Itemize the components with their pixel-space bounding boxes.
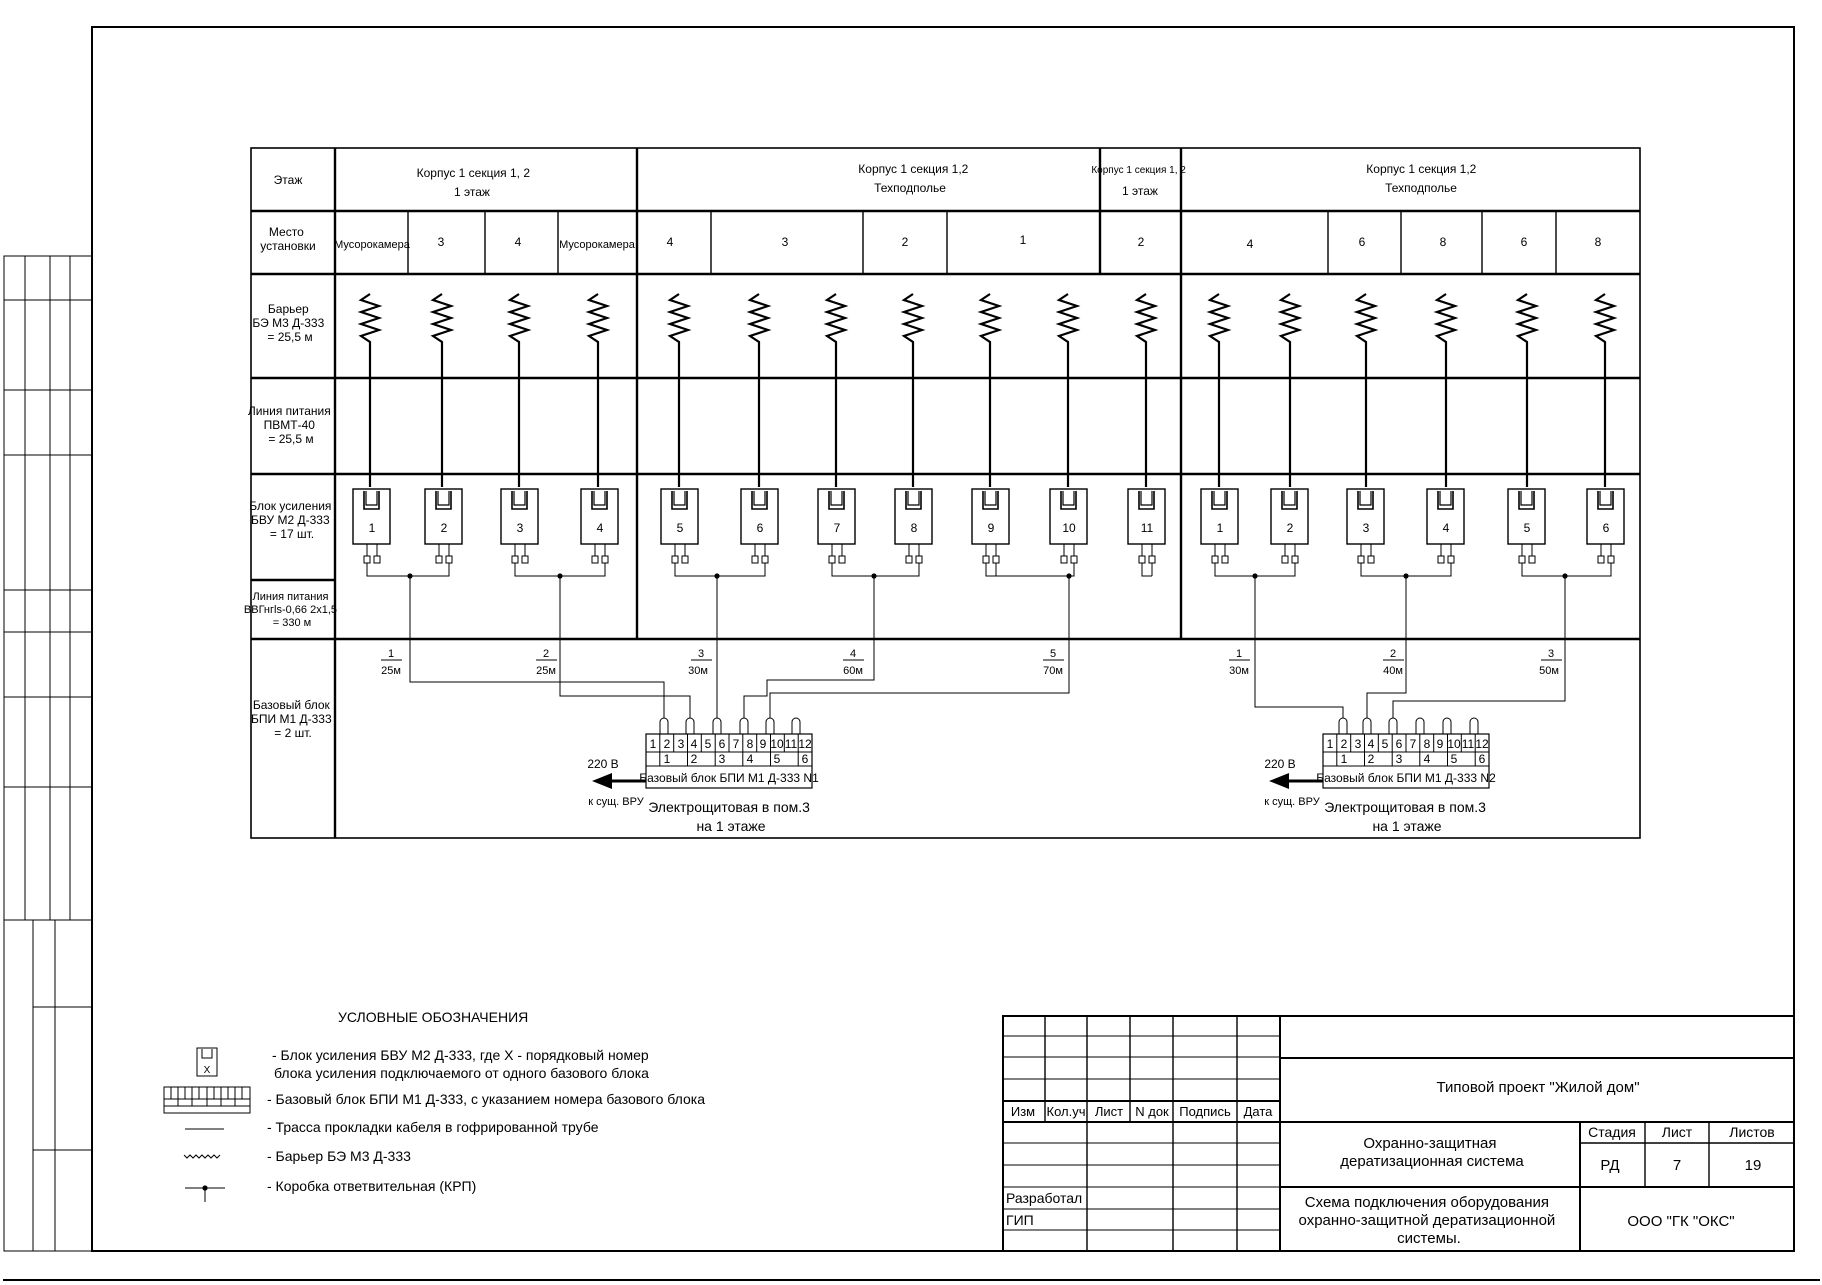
place-cell: 2 bbox=[901, 235, 909, 249]
amplifier-number: 11 bbox=[1140, 521, 1154, 535]
svg-text:1: 1 bbox=[387, 648, 395, 660]
project-title: Типовой проект "Жилой дом" bbox=[1436, 1079, 1640, 1096]
svg-text:12: 12 bbox=[798, 737, 812, 751]
role-developer: Разработал bbox=[1006, 1190, 1083, 1206]
svg-text:5: 5 bbox=[1049, 648, 1057, 660]
amplifier-block bbox=[1271, 489, 1308, 544]
sheets-value: 19 bbox=[1744, 1157, 1762, 1174]
legend-item: - Блок усиления БВУ М2 Д-333, где Х - порядковый номер блока усиления подключаемого от одного базового блока bbox=[272, 1047, 649, 1081]
place-cell: 2 bbox=[1137, 235, 1145, 249]
legend-item: - Трасса прокладки кабеля в гофрированной трубе bbox=[267, 1119, 599, 1135]
svg-text:25м: 25м bbox=[536, 665, 556, 677]
amplifier-number: 4 bbox=[1442, 521, 1450, 535]
amplifier-number: 6 bbox=[1602, 521, 1610, 535]
svg-text:7: 7 bbox=[1409, 737, 1417, 751]
svg-text:3: 3 bbox=[697, 648, 705, 660]
svg-text:10: 10 bbox=[770, 737, 784, 751]
svg-text:7: 7 bbox=[732, 737, 740, 751]
amplifier-block bbox=[661, 489, 698, 544]
amplifier-number: 10 bbox=[1062, 521, 1076, 535]
place-cell: 4 bbox=[666, 235, 674, 249]
amplifier-number: 9 bbox=[987, 521, 995, 535]
title-col-header: Дата bbox=[1243, 1104, 1273, 1119]
title-col-header: Кол.уч bbox=[1046, 1104, 1086, 1119]
row-label-place: Место установки bbox=[260, 225, 316, 253]
svg-text:9: 9 bbox=[1436, 737, 1444, 751]
row-label-power-line-1: Линия питания ПВМТ-40 = 25,5 м bbox=[247, 404, 331, 446]
legend-item: - Базовый блок БПИ М1 Д-333, с указанием номера базового блока bbox=[267, 1091, 705, 1107]
place-cell: 6 bbox=[1520, 235, 1528, 249]
amplifier-number: 3 bbox=[516, 521, 524, 535]
svg-text:2: 2 bbox=[1340, 737, 1348, 751]
role-chief-engineer: ГИП bbox=[1006, 1212, 1034, 1228]
svg-text:3: 3 bbox=[1354, 737, 1362, 751]
svg-text:4: 4 bbox=[746, 752, 754, 766]
amplifier-number: 6 bbox=[756, 521, 764, 535]
room-label: Электрощитовая в пом.3 на 1 этаже bbox=[1324, 799, 1486, 834]
amplifier-block bbox=[741, 489, 778, 544]
drawing-title: Схема подключения оборудования охранно-защитной дератизационной системы. bbox=[1298, 1194, 1556, 1247]
svg-text:2: 2 bbox=[1389, 648, 1397, 660]
amplifier-block bbox=[1347, 489, 1384, 544]
amplifier-number: 8 bbox=[910, 521, 918, 535]
legend-title: УСЛОВНЫЕ ОБОЗНАЧЕНИЯ bbox=[338, 1009, 529, 1025]
place-cell: 1 bbox=[1019, 233, 1027, 247]
feed-label: к сущ. ВРУ bbox=[588, 796, 644, 808]
row-label-base-block: Базовый блок БПИ М1 Д-333 = 2 шт. bbox=[251, 698, 332, 740]
svg-text:10: 10 bbox=[1447, 737, 1461, 751]
amplifier-number: 4 bbox=[596, 521, 604, 535]
sheet-value: 7 bbox=[1672, 1157, 1682, 1174]
sheet-label: Лист bbox=[1661, 1124, 1693, 1140]
svg-text:8: 8 bbox=[746, 737, 754, 751]
amplifier-block bbox=[425, 489, 462, 544]
floor-cell: Корпус 1 секция 1, 2 1 этаж bbox=[1091, 165, 1186, 198]
amplifier-block bbox=[1427, 489, 1464, 544]
system-title: Охранно-защитная дератизационная система bbox=[1340, 1135, 1524, 1170]
svg-text:2: 2 bbox=[663, 737, 671, 751]
stage-label: Стадия bbox=[1588, 1124, 1636, 1140]
svg-text:30м: 30м bbox=[688, 665, 708, 677]
amplifier-number: 1 bbox=[368, 521, 376, 535]
legend-item: - Коробка ответвительная (КРП) bbox=[267, 1178, 477, 1194]
amplifier-number: 2 bbox=[440, 521, 448, 535]
amplifier-number: 5 bbox=[676, 521, 684, 535]
floor-cell: Корпус 1 секция 1, 2 1 этаж bbox=[416, 166, 531, 199]
svg-text:5: 5 bbox=[1450, 752, 1458, 766]
place-cell: 6 bbox=[1358, 235, 1366, 249]
svg-text:5: 5 bbox=[704, 737, 712, 751]
amplifier-number: 7 bbox=[833, 521, 841, 535]
svg-text:3: 3 bbox=[1395, 752, 1403, 766]
legend-amp-icon bbox=[197, 1048, 217, 1076]
row-label-amplifier: Блок усиления БВУ М2 Д-333 = 17 шт. bbox=[249, 499, 332, 541]
title-col-header: Подпись bbox=[1179, 1104, 1231, 1119]
svg-text:70м: 70м bbox=[1043, 665, 1063, 677]
amplifier-number: 3 bbox=[1362, 521, 1370, 535]
voltage-label: 220 В bbox=[1264, 757, 1296, 771]
company-name: ООО "ГК "ОКС" bbox=[1627, 1213, 1735, 1230]
svg-text:4: 4 bbox=[690, 737, 698, 751]
sheets-label: Листов bbox=[1729, 1124, 1775, 1140]
amplifier-number: 2 bbox=[1286, 521, 1294, 535]
svg-text:3: 3 bbox=[718, 752, 726, 766]
svg-text:2: 2 bbox=[690, 752, 698, 766]
amplifier-block bbox=[895, 489, 932, 544]
svg-text:1: 1 bbox=[1340, 752, 1348, 766]
place-cell: Мусорокамера bbox=[559, 239, 635, 251]
svg-text:1: 1 bbox=[649, 737, 657, 751]
svg-text:5: 5 bbox=[773, 752, 781, 766]
place-cell: 3 bbox=[437, 235, 445, 249]
svg-text:6: 6 bbox=[1395, 737, 1403, 751]
svg-text:11: 11 bbox=[1461, 737, 1475, 751]
svg-text:11: 11 bbox=[784, 737, 798, 751]
svg-text:6: 6 bbox=[1478, 752, 1486, 766]
room-label: Электрощитовая в пом.3 на 1 этаже bbox=[648, 799, 810, 834]
amplifier-block bbox=[581, 489, 618, 544]
svg-text:40м: 40м bbox=[1383, 665, 1403, 677]
svg-text:6: 6 bbox=[801, 752, 809, 766]
svg-text:9: 9 bbox=[759, 737, 767, 751]
amplifier-block bbox=[818, 489, 855, 544]
svg-text:30м: 30м bbox=[1229, 665, 1249, 677]
floor-cell: Корпус 1 секция 1,2 Техподполье bbox=[1366, 162, 1477, 195]
svg-text:2: 2 bbox=[542, 648, 550, 660]
svg-text:8: 8 bbox=[1423, 737, 1431, 751]
amplifier-block bbox=[972, 489, 1009, 544]
stage-value: РД bbox=[1600, 1157, 1620, 1174]
svg-text:5: 5 bbox=[1381, 737, 1389, 751]
svg-text:6: 6 bbox=[718, 737, 726, 751]
floor-cell: Корпус 1 секция 1,2 Техподполье bbox=[858, 162, 969, 195]
place-cell: 3 bbox=[781, 235, 789, 249]
svg-text:4: 4 bbox=[1423, 752, 1431, 766]
svg-text:1: 1 bbox=[1235, 648, 1243, 660]
place-cell: 4 bbox=[514, 235, 522, 249]
place-cell: 8 bbox=[1594, 235, 1602, 249]
svg-text:4: 4 bbox=[1367, 737, 1375, 751]
svg-text:3: 3 bbox=[1547, 648, 1555, 660]
amplifier-number: 1 bbox=[1216, 521, 1224, 535]
row-label-floor: Этаж bbox=[273, 173, 303, 187]
amplifier-block bbox=[501, 489, 538, 544]
voltage-label: 220 В bbox=[587, 757, 619, 771]
title-col-header: Изм bbox=[1010, 1104, 1036, 1119]
feed-label: к сущ. ВРУ bbox=[1264, 796, 1320, 808]
row-label-barrier: Барьер БЭ М3 Д-333 = 25,5 м bbox=[252, 302, 325, 344]
amplifier-number: 5 bbox=[1523, 521, 1531, 535]
svg-text:12: 12 bbox=[1475, 737, 1489, 751]
amplifier-block bbox=[1508, 489, 1545, 544]
place-cell: 8 bbox=[1439, 235, 1447, 249]
base-block-label: Базовый блок БПИ М1 Д-333 N2 bbox=[1316, 771, 1496, 785]
svg-text:1: 1 bbox=[1326, 737, 1334, 751]
svg-text:1: 1 bbox=[663, 752, 671, 766]
place-cell: Мусорокамера bbox=[334, 239, 410, 251]
legend-base-block-icon bbox=[164, 1087, 250, 1113]
svg-text:50м: 50м bbox=[1539, 665, 1559, 677]
title-col-header: Лист bbox=[1094, 1104, 1124, 1119]
svg-text:25м: 25м bbox=[381, 665, 401, 677]
base-block-label: Базовый блок БПИ М1 Д-333 N1 bbox=[639, 771, 819, 785]
title-col-header: N док bbox=[1135, 1104, 1169, 1119]
svg-text:3: 3 bbox=[677, 737, 685, 751]
place-cell: 4 bbox=[1246, 237, 1254, 251]
amplifier-block bbox=[1050, 489, 1087, 544]
amplifier-block bbox=[1128, 489, 1165, 544]
amplifier-block bbox=[353, 489, 390, 544]
amplifier-block bbox=[1201, 489, 1238, 544]
row-label-power-line-2: Линия питания ВВГнгls-0,66 2х1,5 = 330 м bbox=[243, 591, 338, 629]
legend-item: - Барьер БЭ М3 Д-333 bbox=[267, 1148, 411, 1164]
svg-text:4: 4 bbox=[849, 648, 857, 660]
svg-text:Х: Х bbox=[203, 1065, 211, 1076]
svg-text:2: 2 bbox=[1367, 752, 1375, 766]
svg-text:60м: 60м bbox=[843, 665, 863, 677]
amplifier-block bbox=[1587, 489, 1624, 544]
